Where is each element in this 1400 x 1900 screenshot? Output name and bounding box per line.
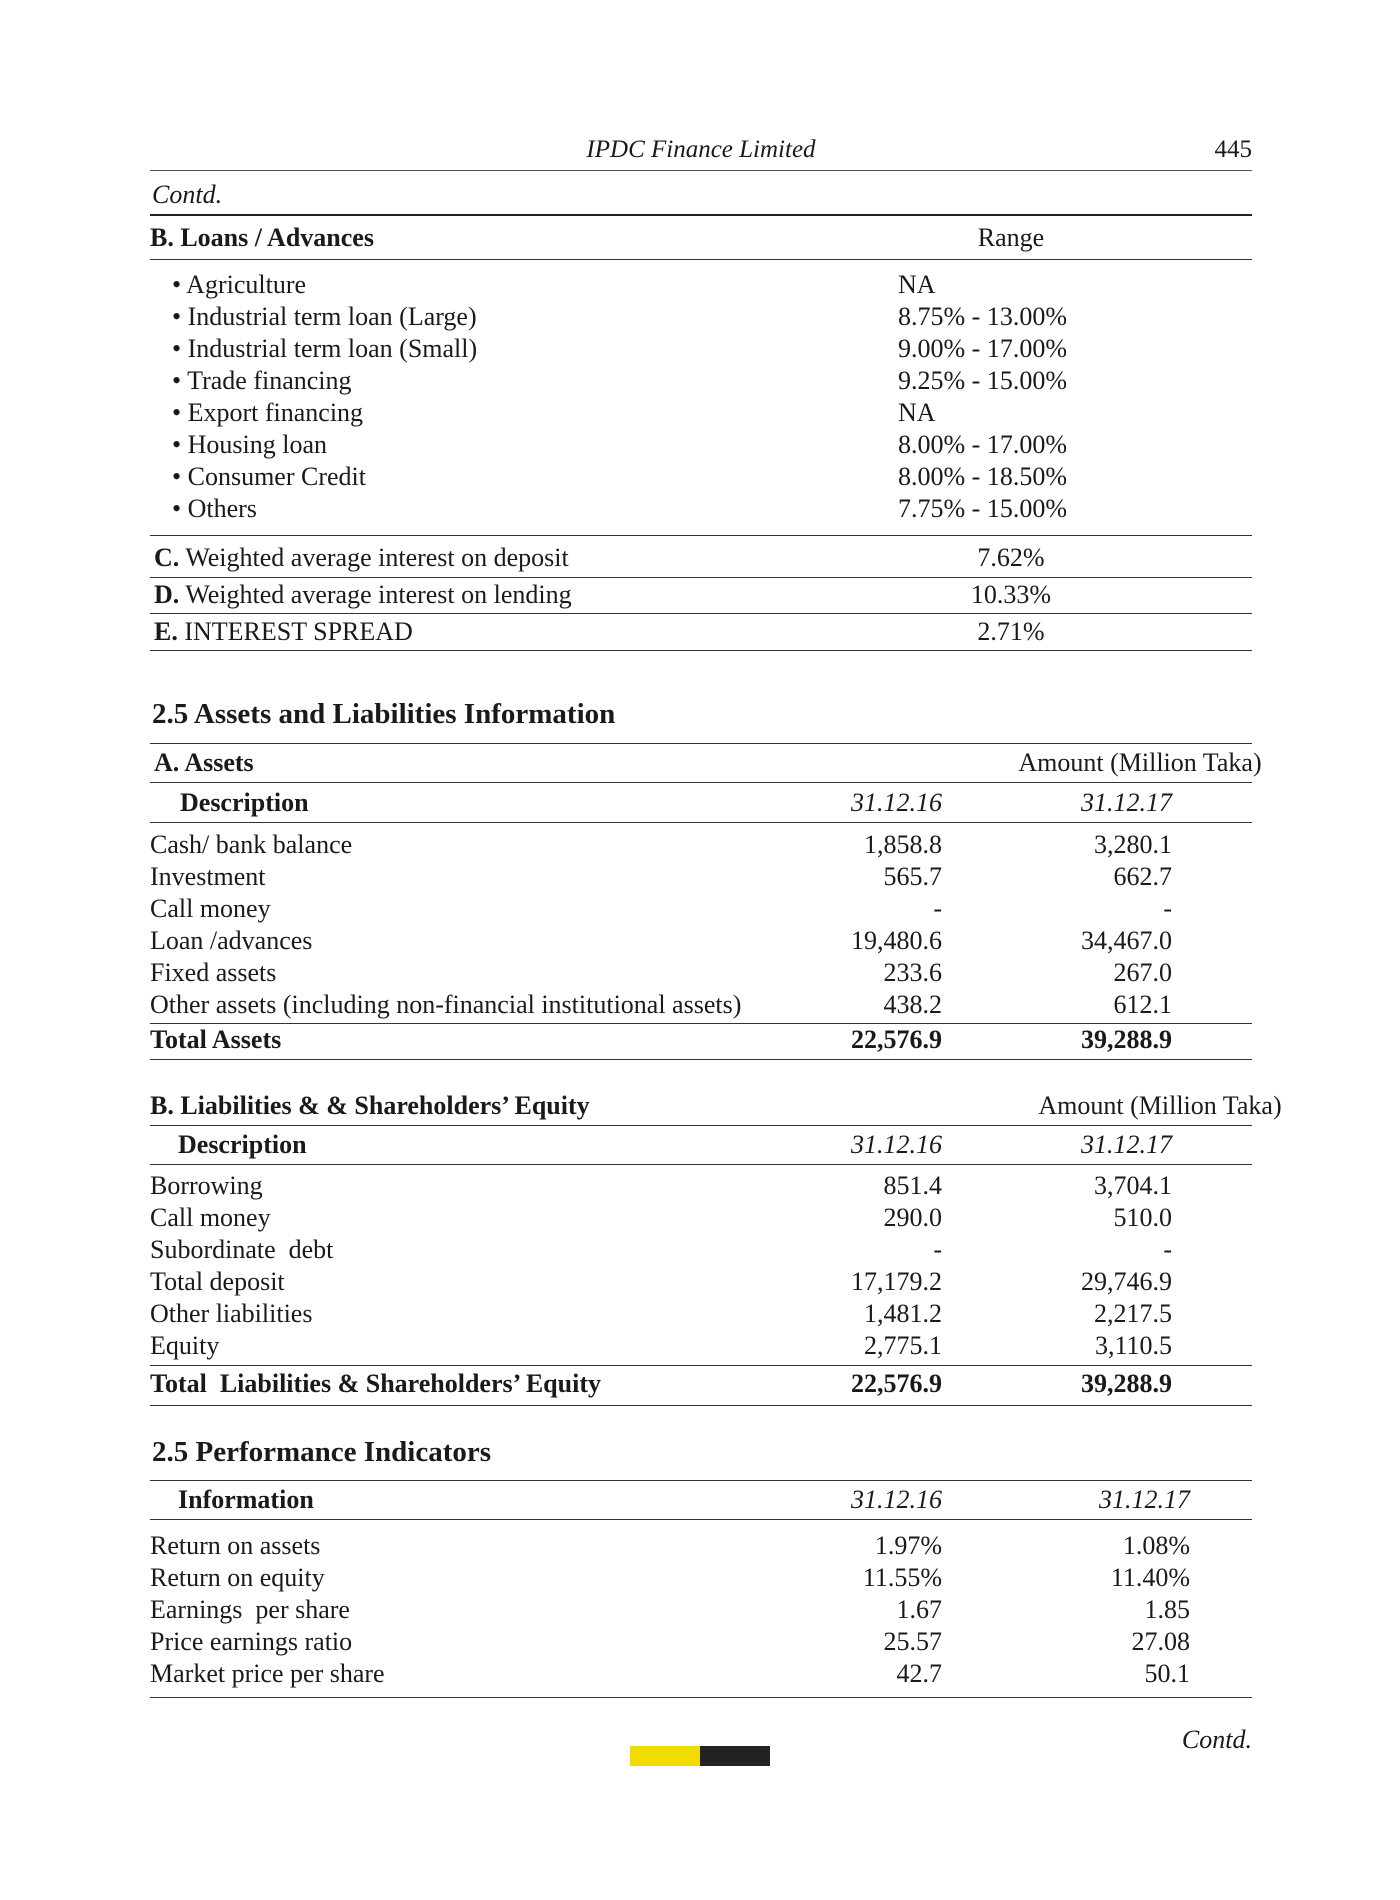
table-row: Cash/ bank balance 1,858.8 3,280.1 [150,830,1172,859]
divider [150,1519,1252,1520]
table-row: Borrowing 851.4 3,704.1 [150,1171,1172,1200]
section-title-assets-liabilities: 2.5 Assets and Liabilities Information [152,698,616,730]
divider [150,214,1252,216]
assets-total-row: Total Assets 22,576.9 39,288.9 [150,1025,1172,1054]
assets-column-header [150,787,1252,819]
liabilities-header-row [150,1090,1282,1122]
contd-label-top: Contd. [152,180,223,209]
list-item: • Others 7.75% - 15.00% [172,494,1067,523]
loans-heading: B. Loans / Advances [150,223,374,252]
divider [150,743,1252,744]
table-row: Investment 565.7 662.7 [150,862,1172,891]
divider [150,1059,1252,1060]
column-2017: 31.12.17 [1081,788,1172,817]
information-label: Information [178,1485,314,1514]
list-item: • Consumer Credit 8.00% - 18.50% [172,462,1067,491]
table-row: Call money 290.0 510.0 [150,1203,1172,1232]
divider [150,1164,1252,1165]
divider [150,535,1252,536]
footer-bar-yellow [630,1746,700,1766]
footer-bar-black [700,1746,770,1766]
list-item: • Industrial term loan (Large) 8.75% - 13.00% [172,302,1067,331]
section-title-performance: 2.5 Performance Indicators [152,1436,492,1468]
table-row: Total deposit 17,179.2 29,746.9 [150,1267,1172,1296]
description-label: Description [180,788,309,817]
rate-row-deposit: C. Weighted average interest on deposit 7.62% [154,543,1045,572]
divider [150,782,1252,783]
divider [150,1480,1252,1481]
table-row: Market price per share 42.7 50.1 [150,1659,1190,1688]
divider [150,1125,1252,1126]
liabilities-heading: B. Liabilities & & Shareholders’ Equity [150,1091,590,1120]
table-row: Equity 2,775.1 3,110.5 [150,1331,1172,1360]
table-row: Return on equity 11.55% 11.40% [150,1563,1190,1592]
table-row: Loan /advances 19,480.6 34,467.0 [150,926,1172,955]
range-label: Range [977,223,1045,252]
divider [150,1365,1252,1366]
list-item: • Trade financing 9.25% - 15.00% [172,366,1067,395]
divider [150,822,1252,823]
table-row: Price earnings ratio 25.57 27.08 [150,1627,1190,1656]
list-item: • Agriculture NA [172,270,936,299]
divider [150,613,1252,614]
column-2016: 31.12.16 [851,1485,942,1514]
amount-label: Amount (Million Taka) [1018,748,1262,777]
liabilities-column-header [150,1129,1252,1161]
rate-row-lending: D. Weighted average interest on lending 10.33% [154,580,1052,609]
table-row: Earnings per share 1.67 1.85 [150,1595,1190,1624]
liabilities-total-row: Total Liabilities & Shareholders’ Equity 22,576.9 39,288.9 [150,1369,1172,1398]
contd-label-bottom: Contd. [1181,1725,1252,1754]
document-title: IPDC Finance Limited [586,136,816,163]
divider [150,577,1252,578]
list-item: • Industrial term loan (Small) 9.00% - 17.00% [172,334,1067,363]
page-number: 445 [1214,136,1252,163]
rate-row-spread: E. INTEREST SPREAD 2.71% [154,617,1045,646]
description-label: Description [178,1130,307,1159]
table-row: Other assets (including non-financial institutional assets) 438.2 612.1 [150,990,1172,1019]
assets-header-row [150,747,1262,779]
table-row: Subordinate debt - - [150,1235,1172,1264]
table-row: Call money - - [150,894,1172,923]
divider [150,1405,1252,1406]
column-2016: 31.12.16 [851,788,942,817]
list-item: • Export financing NA [172,398,936,427]
performance-column-header [150,1484,1252,1516]
divider [150,259,1252,260]
loans-header-row [150,222,1252,254]
page-header [150,136,1252,171]
list-item: • Housing loan 8.00% - 17.00% [172,430,1067,459]
column-2017: 31.12.17 [1081,1130,1172,1159]
table-row: Fixed assets 233.6 267.0 [150,958,1172,987]
column-2016: 31.12.16 [851,1130,942,1159]
assets-heading: A. Assets [154,748,254,777]
table-row: Other liabilities 1,481.2 2,217.5 [150,1299,1172,1328]
divider [150,1697,1252,1698]
column-2017: 31.12.17 [1099,1485,1190,1514]
divider [150,650,1252,651]
amount-label: Amount (Million Taka) [1038,1091,1282,1120]
table-row: Return on assets 1.97% 1.08% [150,1531,1190,1560]
